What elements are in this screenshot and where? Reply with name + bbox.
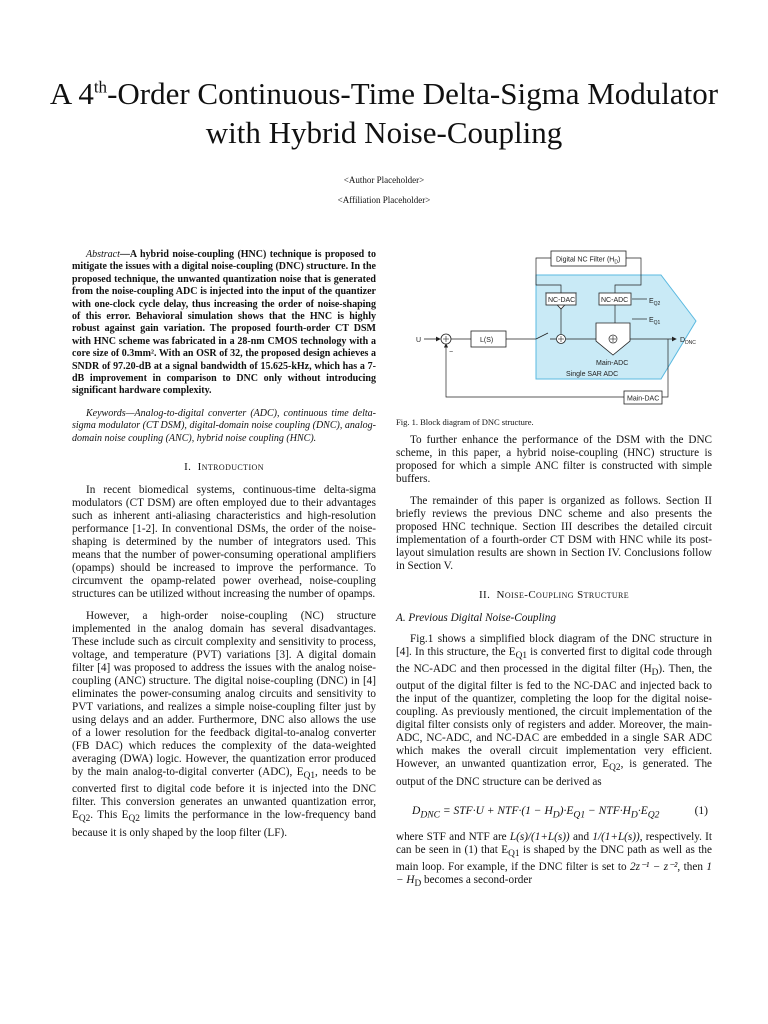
abstract: Abstract—A hybrid noise-coupling (HNC) technique is proposed to mitigate the issues with a digital noise-coupling (DNC) structure. In the proposed technique, the unwanted quantization noise that is generated from the noise-coupling ADC is injected into the input of the quantizer with one-clock cycle delay, thus increasing the order of noise-shaping of this error. Behavioral simulation shows that the HNC is highly robust against gain variation. The proposed fourth-order CT DSM with HNC scheme was fabricated in a 28-nm CMOS technology with a core size of 0.3mm². With an OSR of 32, the proposed design achieves a SNDR of 97.20-dB at a signal bandwidth of 15.625-kHz, which has a 7-dB improvement in comparison to DNC only without introducing significant hardware complexity.	[72, 249, 376, 397]
svg-text:EQ1: $E_{Q1}$	[649, 317, 661, 326]
right-paragraph-3: Fig.1 shows a simplified block diagram of the DNC structure in [4]. In this structure, the $E_{Q1}$ is converted first to digital code through the NC-ADC and then processed in the digital filter $(H_D)$. Then, the output of the digital filter is fed to the NC-DAC and injected back to the input of the quantizer, completing the loop for the digital noise-coupling. As previously mentioned, the circuit implementation of the digital filter consists only of registers and adder. Moreover, the main-ADC, NC-ADC, and NC-DAC are embedded in a single SAR ADC which makes the overall circuit implementation very efficient. However, an unwanted quantization error, $E_{Q2}$, is generated. The output of the DNC structure can be derived as	[396, 633, 712, 788]
svg-text:−: −	[449, 349, 454, 356]
equation-number: (1)	[694, 804, 708, 817]
section-heading-introduction: I. Introduction	[184, 461, 264, 474]
svg-text:U: U	[416, 337, 422, 344]
figure-caption: Fig. 1. Block diagram of DNC structure.	[396, 417, 534, 427]
svg-text:L(S): L(S)	[480, 337, 494, 344]
svg-text:DDNC: $D_{DNC}$	[680, 337, 696, 346]
right-paragraph-2: The remainder of this paper is organized as follows. Section II briefly reviews the previous DNC scheme and also presents the proposed HNC technique. Section III describes the detailed circuit implementation of a fourth-order CT DSM with HNC while its post-layout simulation results are shown in Section IV. Conclusions follow in Section V.	[396, 495, 712, 572]
svg-text:Main-ADC: Main-ADC	[596, 360, 629, 367]
keywords: Keywords—Analog-to-digital converter (ADC), continuous time delta-sigma modulator (CT DSM), digital-domain noise coupling (DNC), analog-domain noise coupling (ANC), hybrid noise coupling (HNC).	[72, 407, 376, 444]
right-paragraph-1: To further enhance the performance of the DSM with the DNC scheme, in this paper, a hybrid noise-coupling (HNC) structure is proposed for which a simple ANC filter is constructed with simple buffers.	[396, 434, 712, 485]
svg-text:NC-DAC: NC-DAC	[548, 297, 576, 304]
svg-text:Digital NC Filter (HD): Digital NC Filter $(H_D)$	[556, 256, 621, 266]
dnc-block-diagram	[396, 245, 712, 415]
svg-text:EQ2: $E_{Q2}$	[649, 298, 661, 307]
svg-text:NC-ADC: NC-ADC	[601, 297, 629, 304]
svg-text:Single SAR ADC: Single SAR ADC	[566, 371, 619, 378]
equation-1: $D_{DNC} = STF\cdot U + NTF\cdot(1 - H_D)\cdot E_{Q1} - NTF\cdot H_D\cdot E_{Q2}$ (1)	[412, 804, 708, 820]
affiliation-line: <Affiliation Placeholder>	[337, 195, 431, 205]
right-column	[396, 434, 712, 891]
svg-text:Main-DAC: Main-DAC	[627, 395, 660, 403]
right-paragraph-4: where STF and NTF are L(s)/(1+L(s)) and 1/(1+L(s)), respectively. It can be seen in (1) that $E_{Q1}$ is shaped by the DNC path as well as the main loop. For example, if the DNC filter is set to 2z⁻¹ − z⁻², then $1 - H_D$ becomes a second-order	[396, 830, 713, 890]
paper-title: A 4th-Order Continuous-Time Delta-Sigma Modulator with Hybrid Noise-Coupling	[49, 76, 719, 150]
section-heading-noise-coupling: II. Noise-Coupling Structure	[478, 589, 630, 601]
intro-paragraph-2: However, a high-order noise-coupling (NC) structure implemented in the analog domain has several disadvantages. These include such as circuit complexity and sensitivity to process, voltage, and temperature (PVT) variations [3]. A digital domain filter [4] was proposed to address the issues with the analog noise-coupling (ANC) structure. The digital noise-coupling (DNC) in [4] eliminates the power-consuming analog circuits and sensitivity to PVT variations, and realizes a simple noise-coupling filter just by using delays and an adder. Furthermore, DNC also allows the use of a lower resolution for the feedback digital-to-analog converter (FB DAC) which reduces the complexity of the data-weighted averaging (DWA) logic. However, the quantization error produced by the main analog-to-digital converter (ADC), $E_{Q1}$, needs to be converted first to digital code before it is injected into the DNC filter. This conversion generates an unwanted quantization error, $E_{Q2}$. This $E_{Q2}$ limits the performance in the low-frequency band because it is only shaped by the loop filter (LF).	[72, 610, 376, 839]
subsection-heading-a: A. Previous Digital Noise-Coupling	[396, 612, 556, 624]
author-line: <Author Placeholder>	[343, 175, 425, 185]
left-column	[72, 249, 376, 840]
intro-paragraph-1: In recent biomedical systems, continuous-time delta-sigma modulators (CT DSM) are often employed due to their advantages such as inherent anti-aliasing characteristics and high-resolution performance [1-2]. In conventional DSMs, the order of the noise-shaping is determined by the number of integrators used. This means that the number of power-consuming operational amplifiers (opamps) should be increased to improve the performance. To circumvent the opamp-related power overhead, noise-coupling structures can be utilized without increasing the number of opamps.	[72, 484, 376, 601]
